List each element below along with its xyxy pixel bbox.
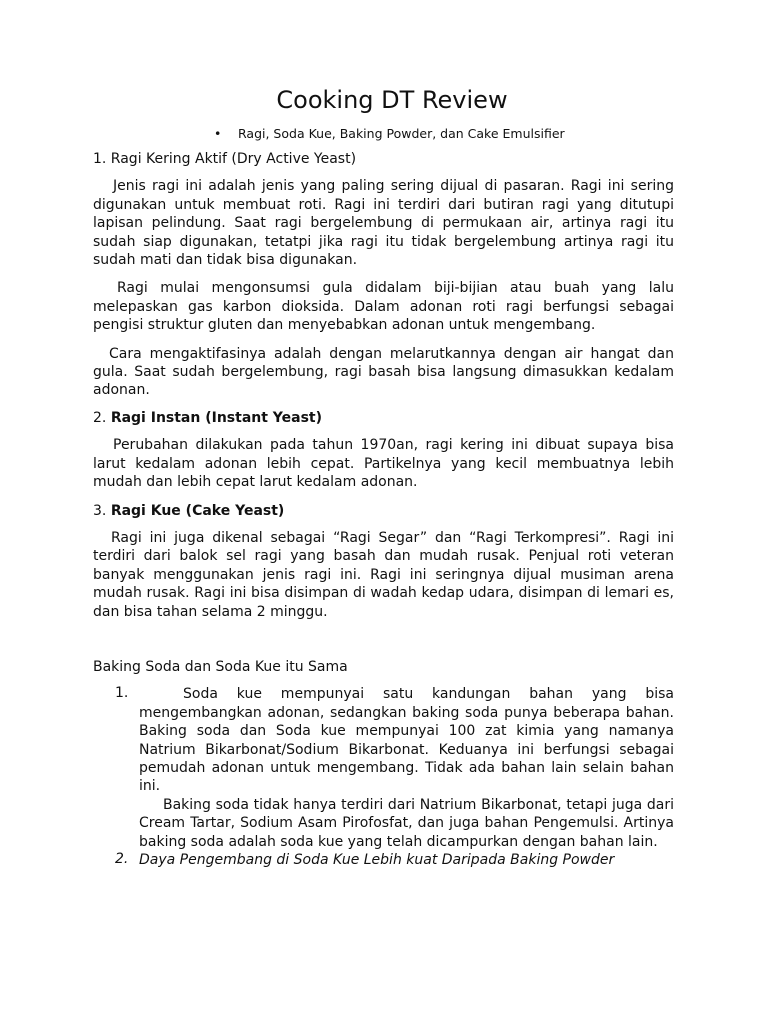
paragraph: Ragi mulai mengonsumsi gula didalam biji-bijian atau buah yang lalu melepaskan gas karbon dioksida. Dalam adonan roti ragi berfungsi sebagai pengisi struktur gluten dan menyebabkan adonan untuk mengembang. [93,280,674,334]
bullet-item [214,126,565,141]
paragraph: Perubahan dilakukan pada tahun 1970an, ragi kering ini dibuat supaya bisa larut kedalam adonan lebih cepat. Partikelnya yang kecil membuatnya lebih mudah dan lebih cepat larut kedalam adonan. [93,437,674,491]
numbered-list [93,685,674,869]
bullet-text: Ragi, Soda Kue, Baking Powder, dan Cake Emulsifier [238,126,565,141]
list-item: 1. Soda kue mempunyai satu kandungan bahan yang bisa mengembangkan adonan, sedangkan baking soda punya beberapa bahan. Baking soda dan Soda kue mempunyai 100 zat kimia yang namanya Natrium Bikarbonat/Sodium Bikarbonat. Keduanya ini berfungsi sebagai pemudah adonan untuk mengembang. Tidak ada bahan lain selain bahan ini. Baking soda tidak hanya terdiri dari Natrium Bikarbonat, tetapi juga dari Cream Tartar, Sodium Asam Pirofosfat, dan juga bahan Pengemulsi. Artinya baking soda adalah soda kue yang telah dicampurkan dengan bahan lain. [115,685,674,850]
list-item-text: Daya Pengembang di Soda Kue Lebih kuat Daripada Baking Powder [139,852,615,868]
page-title: Cooking DT Review [276,86,508,114]
document-body [93,150,674,869]
section-heading-2: 2. Ragi Instan (Instant Yeast) [93,409,323,426]
paragraph: Cara mengaktifasinya adalah dengan melarutkannya dengan air hangat dan gula. Saat sudah bergelembung, ragi basah bisa langsung dimasukkan kedalam adonan. [93,345,674,399]
list-item: 2. Daya Pengembang di Soda Kue Lebih kuat Daripada Baking Powder [93,851,674,869]
bullet-dot-icon: • [214,126,222,141]
section-heading-1: 1. Ragi Kering Aktif (Dry Active Yeast) [93,151,357,167]
section-heading-baking-soda: Baking Soda dan Soda Kue itu Sama [93,658,348,675]
paragraph: Jenis ragi ini adalah jenis yang paling sering dijual di pasaran. Ragi ini sering digunakan untuk membuat roti. Ragi ini terdiri dari butiran ragi yang ditutupi lapisan pelindung. Saat ragi bergelembung di permukaan air, artinya ragi itu sudah siap digunakan, tetatpi jika ragi itu tidak bergelembung artinya ragi itu sudah mati dan tidak bisa digunakan. [93,178,674,269]
list-item-text: Soda kue mempunyai satu kandungan bahan yang bisa mengembangkan adonan, sedangkan baking soda punya beberapa bahan. Baking soda dan Soda kue mempunyai 100 zat kimia yang namanya Natrium Bikarbonat/Sodium Bikarbonat. Keduanya ini berfungsi sebagai pemudah adonan untuk mengembang. Tidak ada bahan lain selain bahan ini. [139,686,674,795]
paragraph: Ragi ini juga dikenal sebagai “Ragi Segar” dan “Ragi Terkompresi”. Ragi ini terdiri dari balok sel ragi yang basah dan mudah rusak. Penjual roti veteran banyak menggunakan jenis ragi ini. Ragi ini seringnya dijual musiman arena mudah rusak. Ragi ini bisa disimpan di wadah kedap udara, disimpan di lemari es, dan bisa tahan selama 2 minggu. [93,529,674,620]
section-heading-3: 3. Ragi Kue (Cake Yeast) [93,502,285,519]
list-item-text: Baking soda tidak hanya terdiri dari Natrium Bikarbonat, tetapi juga dari Cream Tartar, Sodium Asam Pirofosfat, dan juga bahan Pengemulsi. Artinya baking soda adalah soda kue yang telah dicampurkan dengan bahan lain. [139,796,674,850]
